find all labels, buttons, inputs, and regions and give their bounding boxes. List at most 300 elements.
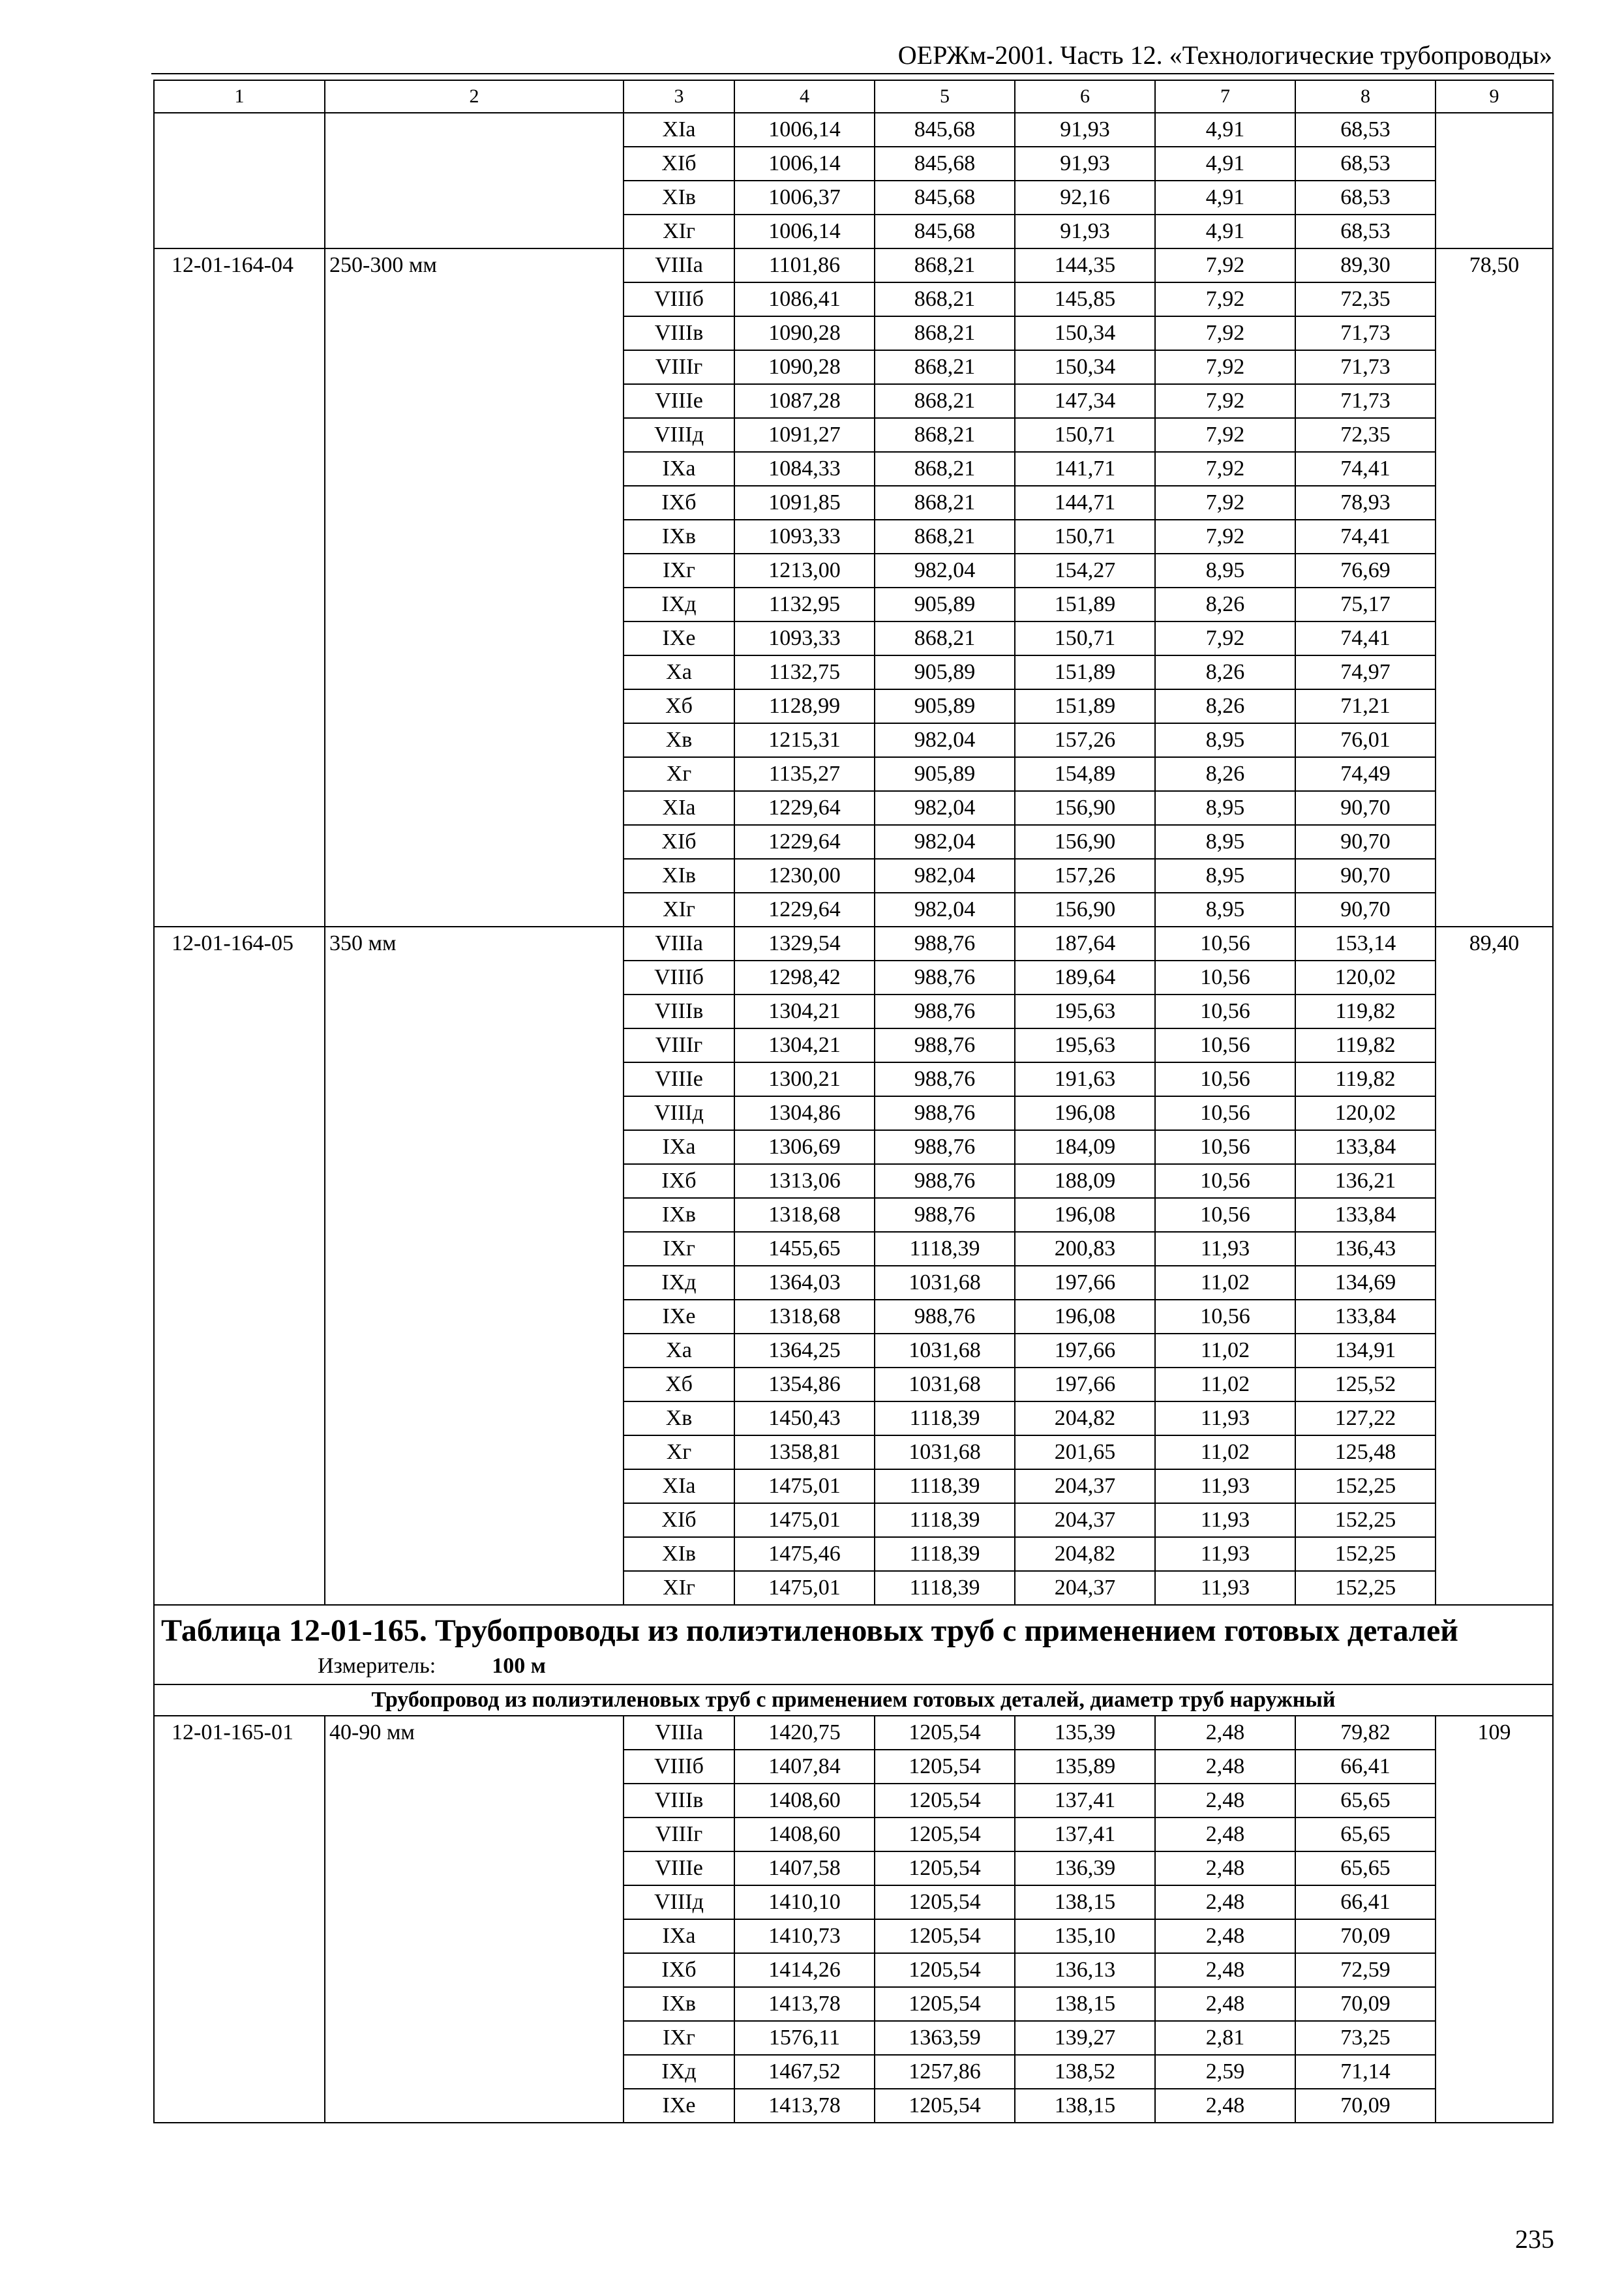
cost-direct: 1229,64 [734, 893, 875, 927]
cost-direct: 1364,03 [734, 1266, 875, 1300]
cost-machines: 137,41 [1015, 1784, 1155, 1818]
cost-direct: 1090,28 [734, 316, 875, 350]
cost-wages: 71,73 [1295, 350, 1436, 384]
rates-table-body [154, 80, 1553, 2123]
cost-materials: 845,68 [875, 181, 1015, 215]
cost-materials: 1205,54 [875, 1987, 1015, 2021]
cost-direct: 1329,54 [734, 927, 875, 961]
cost-wages: 125,48 [1295, 1435, 1436, 1469]
cost-materials: 982,04 [875, 825, 1015, 859]
cost-direct: 1467,52 [734, 2055, 875, 2089]
region-zone: VIIIд [624, 1096, 734, 1130]
cost-machines: 144,35 [1015, 248, 1155, 282]
cost-materials: 1031,68 [875, 1334, 1015, 1368]
cost-labor-machine: 11,02 [1155, 1266, 1295, 1300]
cost-machines: 157,26 [1015, 723, 1155, 757]
cost-labor-machine: 2,48 [1155, 1953, 1295, 1987]
cost-materials: 1205,54 [875, 2089, 1015, 2123]
cost-direct: 1576,11 [734, 2021, 875, 2055]
column-number-7: 7 [1155, 80, 1295, 113]
cost-labor-machine: 4,91 [1155, 181, 1295, 215]
cost-direct: 1132,75 [734, 655, 875, 689]
cost-labor-machine: 2,48 [1155, 1885, 1295, 1919]
cost-direct: 1364,25 [734, 1334, 875, 1368]
cost-machines: 157,26 [1015, 859, 1155, 893]
region-zone: Xв [624, 723, 734, 757]
region-zone: VIIIб [624, 1750, 734, 1784]
cost-materials: 1205,54 [875, 1953, 1015, 1987]
region-zone: IXе [624, 621, 734, 655]
cost-labor-machine: 4,91 [1155, 113, 1295, 147]
region-zone: VIIIе [624, 1062, 734, 1096]
cost-machines: 151,89 [1015, 588, 1155, 621]
cost-materials: 988,76 [875, 1096, 1015, 1130]
cost-labor-machine: 8,26 [1155, 689, 1295, 723]
cost-materials: 1363,59 [875, 2021, 1015, 2055]
cost-materials: 1205,54 [875, 1885, 1015, 1919]
cost-wages: 133,84 [1295, 1198, 1436, 1232]
cost-direct: 1475,01 [734, 1469, 875, 1503]
region-zone: VIIIа [624, 1716, 734, 1750]
cost-materials: 988,76 [875, 1028, 1015, 1062]
cost-direct: 1413,78 [734, 2089, 875, 2123]
cost-wages: 90,70 [1295, 825, 1436, 859]
table-row [154, 113, 1553, 147]
cost-direct: 1091,27 [734, 418, 875, 452]
column-number-6: 6 [1015, 80, 1155, 113]
cost-labor-machine: 11,02 [1155, 1435, 1295, 1469]
cost-direct: 1358,81 [734, 1435, 875, 1469]
cost-direct: 1304,21 [734, 995, 875, 1028]
cost-direct: 1006,37 [734, 181, 875, 215]
cost-direct: 1304,21 [734, 1028, 875, 1062]
cost-wages: 120,02 [1295, 961, 1436, 995]
cost-machines: 138,15 [1015, 1987, 1155, 2021]
cost-wages: 134,91 [1295, 1334, 1436, 1368]
cost-wages: 90,70 [1295, 893, 1436, 927]
cost-labor-machine: 8,26 [1155, 588, 1295, 621]
table-row [154, 248, 1553, 282]
cost-machines: 204,82 [1015, 1537, 1155, 1571]
cost-labor-machine: 11,02 [1155, 1368, 1295, 1401]
cost-direct: 1306,69 [734, 1130, 875, 1164]
cost-materials: 905,89 [875, 655, 1015, 689]
cost-labor-machine: 8,26 [1155, 655, 1295, 689]
pipe-diameter [325, 113, 624, 248]
region-zone: VIIIв [624, 1784, 734, 1818]
cost-direct: 1006,14 [734, 147, 875, 181]
region-zone: Xб [624, 1368, 734, 1401]
cost-labor-machine: 7,92 [1155, 520, 1295, 554]
cost-wages: 68,53 [1295, 181, 1436, 215]
cost-materials: 1031,68 [875, 1266, 1015, 1300]
cost-machines: 91,93 [1015, 113, 1155, 147]
region-zone: Xб [624, 689, 734, 723]
region-zone: XIб [624, 147, 734, 181]
region-zone: Xв [624, 1401, 734, 1435]
region-zone: XIб [624, 825, 734, 859]
cost-wages: 120,02 [1295, 1096, 1436, 1130]
cost-materials: 905,89 [875, 689, 1015, 723]
cost-labor-machine: 10,56 [1155, 1164, 1295, 1198]
cost-materials: 982,04 [875, 554, 1015, 588]
cost-machines: 150,34 [1015, 316, 1155, 350]
cost-wages: 127,22 [1295, 1401, 1436, 1435]
cost-wages: 133,84 [1295, 1130, 1436, 1164]
cost-materials: 988,76 [875, 995, 1015, 1028]
cost-wages: 152,25 [1295, 1469, 1436, 1503]
cost-machines: 135,10 [1015, 1919, 1155, 1953]
region-zone: XIа [624, 791, 734, 825]
region-zone: XIа [624, 1469, 734, 1503]
cost-labor-machine: 7,92 [1155, 452, 1295, 486]
cost-wages: 90,70 [1295, 859, 1436, 893]
cost-materials: 1031,68 [875, 1368, 1015, 1401]
cost-labor-machine: 10,56 [1155, 1028, 1295, 1062]
cost-machines: 147,34 [1015, 384, 1155, 418]
cost-machines: 151,89 [1015, 689, 1155, 723]
cost-labor-machine: 10,56 [1155, 927, 1295, 961]
cost-machines: 139,27 [1015, 2021, 1155, 2055]
cost-direct: 1229,64 [734, 791, 875, 825]
cost-direct: 1087,28 [734, 384, 875, 418]
cost-labor-machine: 8,95 [1155, 723, 1295, 757]
cost-wages: 71,73 [1295, 316, 1436, 350]
cost-direct: 1408,60 [734, 1818, 875, 1851]
cost-labor-machine: 11,93 [1155, 1401, 1295, 1435]
cost-materials: 1118,39 [875, 1469, 1015, 1503]
region-zone: Xг [624, 757, 734, 791]
cost-labor-machine: 4,91 [1155, 147, 1295, 181]
cost-labor-machine: 2,48 [1155, 1987, 1295, 2021]
cost-machines: 191,63 [1015, 1062, 1155, 1096]
cost-wages: 125,52 [1295, 1368, 1436, 1401]
cost-machines: 136,13 [1015, 1953, 1155, 1987]
cost-labor-machine: 2,48 [1155, 1851, 1295, 1885]
cost-direct: 1090,28 [734, 350, 875, 384]
cost-materials: 988,76 [875, 1198, 1015, 1232]
region-zone: IXе [624, 2089, 734, 2123]
cost-materials: 988,76 [875, 1062, 1015, 1096]
region-zone: Xа [624, 655, 734, 689]
cost-direct: 1128,99 [734, 689, 875, 723]
cost-direct: 1298,42 [734, 961, 875, 995]
cost-labor-machine: 8,95 [1155, 554, 1295, 588]
column-number-5: 5 [875, 80, 1015, 113]
unit-of-measure [161, 1651, 1548, 1681]
cost-wages: 74,41 [1295, 520, 1436, 554]
running-header: ОЕРЖм-2001. Часть 12. «Технологические трубопроводы» [897, 40, 1552, 70]
material-price: 89,40 [1436, 927, 1553, 1605]
cost-wages: 75,17 [1295, 588, 1436, 621]
cost-machines: 144,71 [1015, 486, 1155, 520]
cost-labor-machine: 11,02 [1155, 1334, 1295, 1368]
cost-wages: 74,41 [1295, 621, 1436, 655]
region-zone: VIIIг [624, 350, 734, 384]
region-zone: IXг [624, 2021, 734, 2055]
cost-wages: 66,41 [1295, 1885, 1436, 1919]
cost-wages: 90,70 [1295, 791, 1436, 825]
cost-labor-machine: 4,91 [1155, 215, 1295, 248]
cost-labor-machine: 10,56 [1155, 1300, 1295, 1334]
cost-wages: 136,21 [1295, 1164, 1436, 1198]
cost-wages: 119,82 [1295, 1028, 1436, 1062]
column-number-9: 9 [1436, 80, 1553, 113]
cost-wages: 74,49 [1295, 757, 1436, 791]
cost-direct: 1450,43 [734, 1401, 875, 1435]
cost-machines: 195,63 [1015, 1028, 1155, 1062]
cost-wages: 134,69 [1295, 1266, 1436, 1300]
region-zone: VIIIд [624, 1885, 734, 1919]
cost-wages: 72,59 [1295, 1953, 1436, 1987]
cost-materials: 868,21 [875, 282, 1015, 316]
region-zone: VIIIд [624, 418, 734, 452]
cost-materials: 1257,86 [875, 2055, 1015, 2089]
cost-labor-machine: 8,95 [1155, 859, 1295, 893]
cost-direct: 1093,33 [734, 520, 875, 554]
cost-materials: 1205,54 [875, 1851, 1015, 1885]
region-zone: IXг [624, 1232, 734, 1266]
section-title-row [154, 1684, 1553, 1716]
cost-machines: 150,34 [1015, 350, 1155, 384]
pipe-diameter: 250-300 мм [325, 248, 624, 927]
cost-wages: 89,30 [1295, 248, 1436, 282]
cost-materials: 845,68 [875, 113, 1015, 147]
region-zone: IXд [624, 1266, 734, 1300]
region-zone: VIIIе [624, 1851, 734, 1885]
cost-wages: 71,73 [1295, 384, 1436, 418]
cost-machines: 138,52 [1015, 2055, 1155, 2089]
cost-wages: 72,35 [1295, 418, 1436, 452]
region-zone: VIIIг [624, 1028, 734, 1062]
cost-materials: 868,21 [875, 486, 1015, 520]
cost-labor-machine: 8,26 [1155, 757, 1295, 791]
cost-direct: 1475,01 [734, 1503, 875, 1537]
cost-labor-machine: 2,81 [1155, 2021, 1295, 2055]
region-zone: VIIIа [624, 927, 734, 961]
region-zone: XIа [624, 113, 734, 147]
cost-materials: 1118,39 [875, 1232, 1015, 1266]
cost-machines: 137,41 [1015, 1818, 1155, 1851]
header-rule [151, 73, 1554, 74]
cost-materials: 1118,39 [875, 1537, 1015, 1571]
region-zone: Xа [624, 1334, 734, 1368]
cost-direct: 1420,75 [734, 1716, 875, 1750]
cost-labor-machine: 8,95 [1155, 893, 1295, 927]
region-zone: VIIIа [624, 248, 734, 282]
material-price: 109 [1436, 1716, 1553, 2123]
cost-machines: 196,08 [1015, 1300, 1155, 1334]
region-zone: IXб [624, 1953, 734, 1987]
cost-machines: 204,82 [1015, 1401, 1155, 1435]
rate-code: 12-01-164-05 [154, 927, 325, 1605]
region-zone: IXв [624, 520, 734, 554]
material-price: 78,50 [1436, 248, 1553, 927]
cost-labor-machine: 10,56 [1155, 995, 1295, 1028]
cost-machines: 138,15 [1015, 1885, 1155, 1919]
region-zone: Xг [624, 1435, 734, 1469]
column-number-row [154, 80, 1553, 113]
cost-machines: 195,63 [1015, 995, 1155, 1028]
cost-materials: 988,76 [875, 1130, 1015, 1164]
region-zone: IXв [624, 1987, 734, 2021]
cost-materials: 1205,54 [875, 1784, 1015, 1818]
cost-materials: 1118,39 [875, 1401, 1015, 1435]
cost-direct: 1006,14 [734, 215, 875, 248]
cost-direct: 1132,95 [734, 588, 875, 621]
cost-direct: 1091,85 [734, 486, 875, 520]
cost-wages: 70,09 [1295, 1987, 1436, 2021]
cost-machines: 204,37 [1015, 1503, 1155, 1537]
region-zone: IXб [624, 486, 734, 520]
region-zone: VIIIв [624, 316, 734, 350]
table-row [154, 927, 1553, 961]
cost-wages: 79,82 [1295, 1716, 1436, 1750]
cost-materials: 988,76 [875, 927, 1015, 961]
cost-labor-machine: 2,48 [1155, 1919, 1295, 1953]
cost-direct: 1215,31 [734, 723, 875, 757]
table-title-cell [154, 1605, 1553, 1684]
region-zone: VIIIг [624, 1818, 734, 1851]
cost-labor-machine: 7,92 [1155, 384, 1295, 418]
cost-materials: 905,89 [875, 588, 1015, 621]
cost-materials: 868,21 [875, 418, 1015, 452]
cost-labor-machine: 10,56 [1155, 1198, 1295, 1232]
cost-materials: 868,21 [875, 520, 1015, 554]
region-zone: IXв [624, 1198, 734, 1232]
column-number-3: 3 [624, 80, 734, 113]
cost-wages: 68,53 [1295, 215, 1436, 248]
cost-machines: 135,89 [1015, 1750, 1155, 1784]
cost-labor-machine: 11,93 [1155, 1537, 1295, 1571]
cost-materials: 1205,54 [875, 1919, 1015, 1953]
cost-direct: 1006,14 [734, 113, 875, 147]
cost-materials: 868,21 [875, 248, 1015, 282]
region-zone: XIв [624, 859, 734, 893]
cost-materials: 982,04 [875, 859, 1015, 893]
rate-code [154, 113, 325, 248]
cost-direct: 1410,10 [734, 1885, 875, 1919]
cost-wages: 76,01 [1295, 723, 1436, 757]
cost-materials: 868,21 [875, 316, 1015, 350]
cost-materials: 988,76 [875, 1300, 1015, 1334]
cost-machines: 135,39 [1015, 1716, 1155, 1750]
region-zone: IXб [624, 1164, 734, 1198]
table-title-row [154, 1605, 1553, 1684]
cost-labor-machine: 8,95 [1155, 791, 1295, 825]
region-zone: XIб [624, 1503, 734, 1537]
region-zone: XIг [624, 1571, 734, 1605]
cost-labor-machine: 2,59 [1155, 2055, 1295, 2089]
page-number: 235 [1515, 2224, 1554, 2254]
cost-machines: 136,39 [1015, 1851, 1155, 1885]
cost-labor-machine: 7,92 [1155, 316, 1295, 350]
cost-wages: 74,97 [1295, 655, 1436, 689]
cost-wages: 153,14 [1295, 927, 1436, 961]
cost-direct: 1410,73 [734, 1919, 875, 1953]
cost-machines: 154,27 [1015, 554, 1155, 588]
region-zone: XIв [624, 1537, 734, 1571]
cost-machines: 156,90 [1015, 791, 1155, 825]
rate-code: 12-01-165-01 [154, 1716, 325, 2123]
cost-direct: 1093,33 [734, 621, 875, 655]
cost-materials: 868,21 [875, 350, 1015, 384]
cost-wages: 70,09 [1295, 1919, 1436, 1953]
region-zone: XIг [624, 893, 734, 927]
region-zone: IXе [624, 1300, 734, 1334]
column-number-8: 8 [1295, 80, 1436, 113]
pipe-diameter: 350 мм [325, 927, 624, 1605]
cost-wages: 65,65 [1295, 1784, 1436, 1818]
cost-materials: 1118,39 [875, 1571, 1015, 1605]
cost-wages: 74,41 [1295, 452, 1436, 486]
cost-labor-machine: 2,48 [1155, 1750, 1295, 1784]
cost-labor-machine: 11,93 [1155, 1571, 1295, 1605]
cost-machines: 141,71 [1015, 452, 1155, 486]
cost-materials: 982,04 [875, 723, 1015, 757]
cost-machines: 156,90 [1015, 893, 1155, 927]
cost-direct: 1407,58 [734, 1851, 875, 1885]
cost-labor-machine: 2,48 [1155, 1818, 1295, 1851]
cost-materials: 905,89 [875, 757, 1015, 791]
table-row [154, 1716, 1553, 1750]
cost-direct: 1354,86 [734, 1368, 875, 1401]
cost-direct: 1230,00 [734, 859, 875, 893]
cost-machines: 189,64 [1015, 961, 1155, 995]
cost-machines: 201,65 [1015, 1435, 1155, 1469]
cost-machines: 91,93 [1015, 215, 1155, 248]
section-title: Трубопровод из полиэтиленовых труб с применением готовых деталей, диаметр труб наружный [154, 1684, 1553, 1716]
cost-materials: 868,21 [875, 384, 1015, 418]
region-zone: XIг [624, 215, 734, 248]
cost-direct: 1407,84 [734, 1750, 875, 1784]
cost-machines: 138,15 [1015, 2089, 1155, 2123]
cost-direct: 1413,78 [734, 1987, 875, 2021]
cost-labor-machine: 10,56 [1155, 1062, 1295, 1096]
cost-machines: 187,64 [1015, 927, 1155, 961]
cost-labor-machine: 10,56 [1155, 961, 1295, 995]
cost-direct: 1408,60 [734, 1784, 875, 1818]
cost-wages: 70,09 [1295, 2089, 1436, 2123]
cost-direct: 1318,68 [734, 1300, 875, 1334]
cost-materials: 982,04 [875, 893, 1015, 927]
rate-code: 12-01-164-04 [154, 248, 325, 927]
cost-machines: 204,37 [1015, 1469, 1155, 1503]
cost-materials: 1205,54 [875, 1750, 1015, 1784]
cost-machines: 156,90 [1015, 825, 1155, 859]
cost-labor-machine: 10,56 [1155, 1130, 1295, 1164]
cost-wages: 76,69 [1295, 554, 1436, 588]
cost-direct: 1318,68 [734, 1198, 875, 1232]
cost-wages: 136,43 [1295, 1232, 1436, 1266]
cost-labor-machine: 8,95 [1155, 825, 1295, 859]
cost-direct: 1455,65 [734, 1232, 875, 1266]
meter-value: 100 м [492, 1654, 546, 1678]
cost-materials: 845,68 [875, 215, 1015, 248]
cost-materials: 1118,39 [875, 1503, 1015, 1537]
cost-labor-machine: 2,48 [1155, 1716, 1295, 1750]
cost-wages: 152,25 [1295, 1537, 1436, 1571]
region-zone: VIIIб [624, 961, 734, 995]
region-zone: VIIIб [624, 282, 734, 316]
cost-direct: 1101,86 [734, 248, 875, 282]
cost-wages: 119,82 [1295, 995, 1436, 1028]
cost-machines: 151,89 [1015, 655, 1155, 689]
region-zone: IXа [624, 1919, 734, 1953]
pipe-diameter: 40-90 мм [325, 1716, 624, 2123]
cost-wages: 71,14 [1295, 2055, 1436, 2089]
cost-machines: 150,71 [1015, 520, 1155, 554]
